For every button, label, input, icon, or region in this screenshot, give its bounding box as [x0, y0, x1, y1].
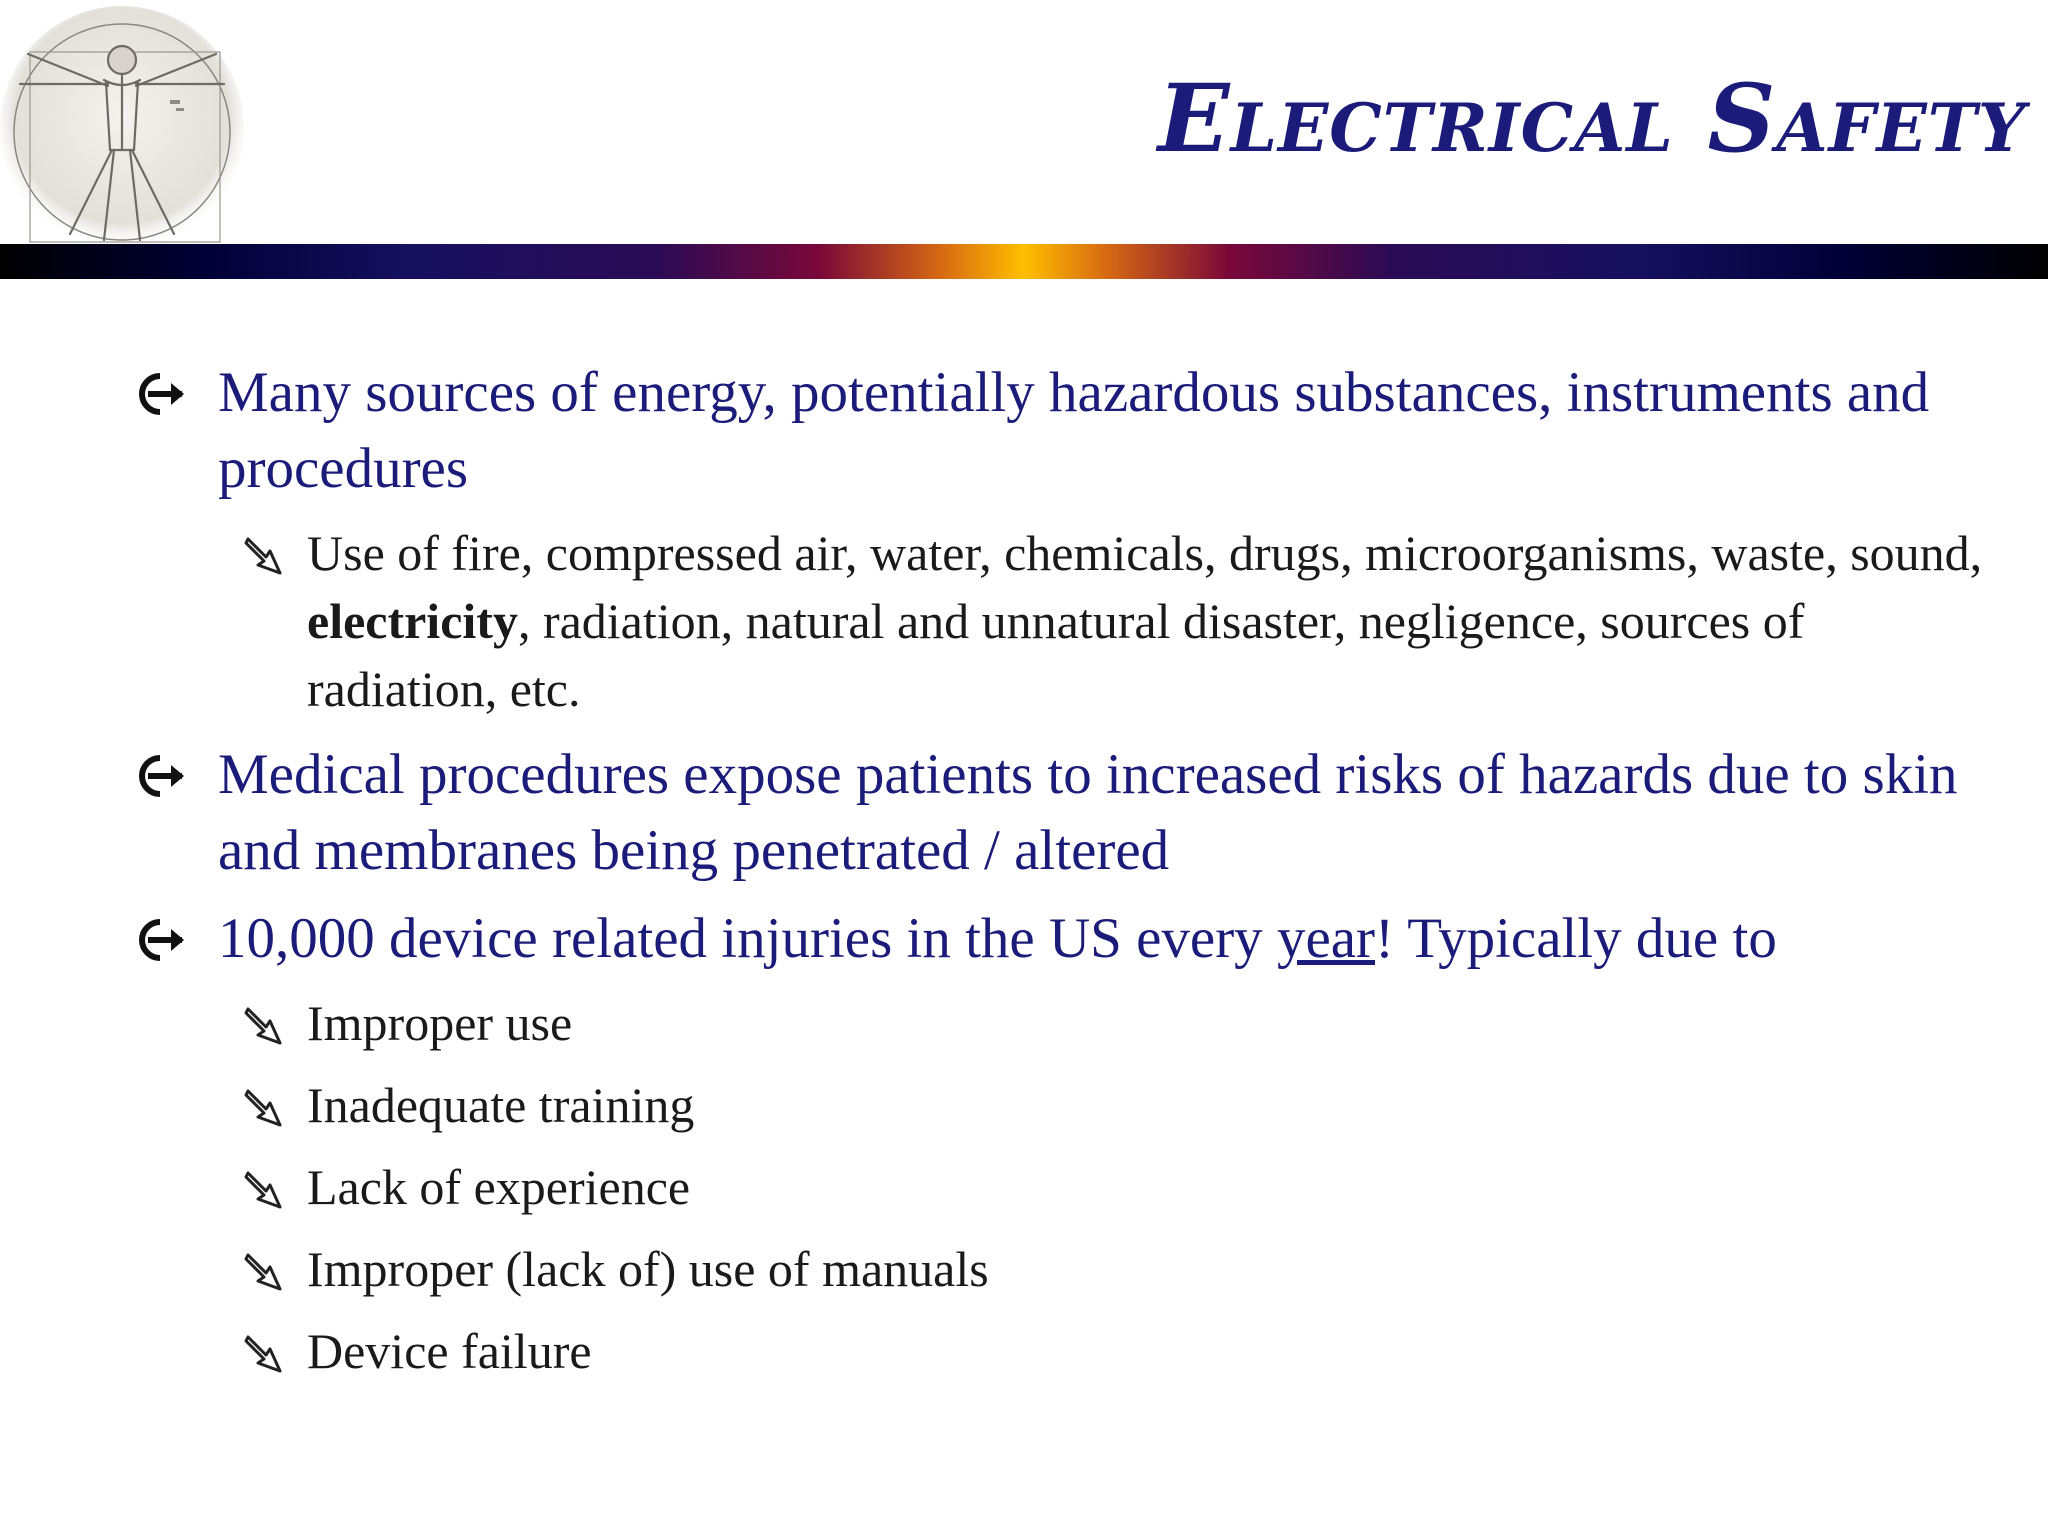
- hollow-arrow-icon: [240, 1003, 288, 1049]
- bullet-text: Medical procedures expose patients to increased risks of hazards due to skin and membranes being penetrated / altered: [218, 743, 1958, 882]
- bullet-item: [0, 901, 2048, 977]
- curved-arrow-icon: [138, 369, 190, 419]
- bullet-list: [0, 355, 2048, 1399]
- sub-bullet-item: [0, 989, 2048, 1057]
- sub-bullet-text: Improper use: [307, 995, 573, 1051]
- sub-bullet-item: [0, 1235, 2048, 1303]
- bullet-text: ! Typically due to: [1375, 907, 1777, 970]
- hollow-arrow-icon: [240, 1249, 288, 1295]
- curved-arrow-icon: [138, 751, 190, 801]
- hollow-arrow-icon: [240, 1085, 288, 1131]
- sub-bullet-item: [0, 1153, 2048, 1221]
- vitruvian-man-logo: [0, 0, 250, 250]
- sub-bullet-item: [0, 1071, 2048, 1139]
- bullet-item: [0, 355, 2048, 507]
- sub-bullet-text: Lack of experience: [307, 1159, 691, 1215]
- sub-bullet-text: , radiation, natural and unnatural disaster, negligence, sources of radiation, etc.: [307, 593, 1805, 717]
- sub-bullet-item: [0, 519, 2048, 723]
- underlined-text: year: [1276, 907, 1376, 970]
- sub-bullet-text: Improper (lack of) use of manuals: [307, 1241, 989, 1297]
- bullet-text: 10,000 device related injuries in the US every: [218, 907, 1277, 970]
- hollow-arrow-icon: [240, 533, 288, 579]
- bullet-text: Many sources of energy, potentially hazardous substances, instruments and procedures: [218, 361, 1930, 500]
- hollow-arrow-icon: [240, 1331, 288, 1377]
- sub-bullet-text: Use of fire, compressed air, water, chemicals, drugs, microorganisms, waste, sound,: [307, 525, 1983, 581]
- hollow-arrow-icon: [240, 1167, 288, 1213]
- sub-bullet-text: Device failure: [307, 1323, 592, 1379]
- sub-bullet-text: Inadequate training: [307, 1077, 695, 1133]
- gradient-divider: [0, 244, 2048, 279]
- curved-arrow-icon: [138, 915, 190, 965]
- sub-bullet-item: [0, 1317, 2048, 1385]
- bullet-item: [0, 737, 2048, 889]
- slide-title: Electrical Safety: [1157, 64, 2026, 174]
- emphasis-text: electricity: [307, 593, 518, 649]
